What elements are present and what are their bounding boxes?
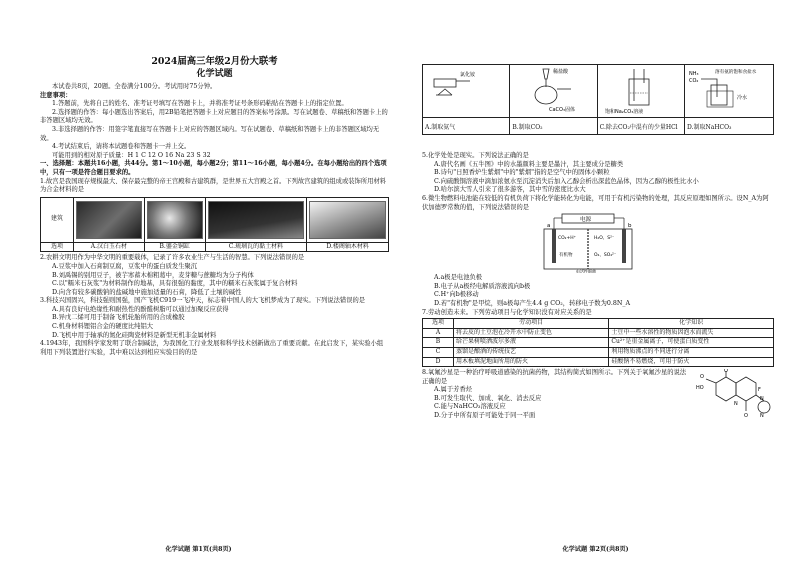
q5-option-c: C.向硫酸铜溶液中滴加浓氨水至沉淀消失后加入乙醇会析出深蓝色晶体，因为乙醇的极性比水小 <box>434 177 699 185</box>
page-1-footer: 化学试题 第1页(共8页) <box>165 546 232 553</box>
option-a: A.汉白玉石材 <box>74 242 145 252</box>
label-sat-na2co3: 饱和Na₂CO₃溶液 <box>604 109 644 115</box>
table-row <box>423 357 774 367</box>
q6-option-b: B.电子从a极经电解质溶液流向b极 <box>434 282 531 290</box>
label-o2-so4: O₂、SO₄²⁻ <box>594 253 617 259</box>
table-row <box>423 347 774 357</box>
label-electrode-a: a <box>547 223 551 230</box>
table-row <box>41 197 389 242</box>
q8-option-c: C.能与NaHCO₃溶液反应 <box>434 403 506 411</box>
struct-label-o2: O <box>700 374 704 381</box>
co2-apparatus-diagram <box>513 65 593 115</box>
table-cell: 蒸馏是酿酒的传统技艺 <box>454 347 609 357</box>
header-labor: 劳动项目 <box>454 319 609 329</box>
note-2: 2.选择题的作答：每小题选出答案后，用2B铅笔把答题卡上对应题目的答案标号涂黑。写在试题卷、草稿纸和答题卡上的非答题区域均无效。 <box>40 108 388 125</box>
q5-option-d: D.哈尔滨大雪人引来了很多游客，其中雪的密度比水大 <box>434 186 586 194</box>
q2-option-b: B.刘禹锡的别用豆子，被芋寒蓄木棉粗葛中，麦芽糖与蔗糖均为分子构体 <box>52 271 254 279</box>
q6-option-c: C.H⁺向b极移动 <box>434 291 479 299</box>
atomic-mass: 可能用到的相对原子质量：H 1 C 12 O 16 Na 23 S 32 <box>52 151 211 159</box>
nahco3-apparatus-diagram <box>687 65 771 115</box>
q3-option-d: D.飞机中用于轴承的氮化硅陶瓷材料是新型无机非金属材料 <box>52 331 217 339</box>
question-8-block <box>422 369 774 421</box>
q8-option-d: D.分子中所有原子可能处于同一平面 <box>434 412 536 420</box>
table-cell: Cu²⁺是重金属离子，可使蛋白质变性 <box>609 338 774 348</box>
page-2-footer: 化学试题 第2页(共8页) <box>562 546 629 553</box>
header-option: 选项 <box>423 319 454 329</box>
q6-option-d: D.若"有机物"是甲烷，则a极每产生4.4 g CO₂，转移电子数为0.8N_A <box>434 299 631 307</box>
note-3: 3.非选择题的作答：用签字笔直接写在答题卡上对应的答题区域内。写在试题卷、草稿纸和答题卡上的非答题区域均无效。 <box>40 125 380 142</box>
label-co2: CO₂ <box>688 78 699 84</box>
q5-option-b: B.诗句"日照香炉生紫烟"中的"紫烟"指的是空气中的固体小颗粒 <box>434 169 610 177</box>
electrode-a <box>552 229 556 263</box>
q4-option-c: C.除去CO₂中混有的少量HCl <box>597 118 684 135</box>
struct-label-o1: O <box>724 369 728 375</box>
exam-info: 本试卷共8页，20题。全卷满分100分。考试用时75分钟。 <box>52 83 217 90</box>
q2-option-a: A.豆浆中加入石膏制豆腐，豆浆中的蛋白质发生聚沉 <box>52 262 198 270</box>
q4-option-a: A.制取氨气 <box>423 118 510 135</box>
table-row <box>423 328 774 338</box>
label-electrode-b: b <box>628 223 632 230</box>
table-row <box>423 319 774 329</box>
struct-label-n3: N <box>760 413 764 420</box>
question-1-table <box>40 197 389 253</box>
table-cell: 利用物质沸点的不同进行分离 <box>609 347 774 357</box>
struct-label-f: F <box>758 387 761 394</box>
q4-option-d: D.制取NaHCO₃ <box>684 118 773 135</box>
question-4-apparatus-table <box>422 64 774 135</box>
table-cell: B <box>423 338 454 348</box>
struct-label-n2: N <box>760 396 764 403</box>
label-caco3: CaCO₃固体 <box>549 107 576 113</box>
page-2 <box>397 0 794 561</box>
label-power-source: 电源 <box>580 217 592 224</box>
fuel-cell-diagram-wrap <box>422 212 774 274</box>
gilded-copper-vat-image <box>147 201 203 239</box>
header-chem: 化学知识 <box>609 319 774 329</box>
struct-label-o3: O <box>744 413 748 420</box>
exam-subtitle: 化学试题 <box>196 69 233 79</box>
label-nh3: NH₃ <box>688 71 699 77</box>
question-6: 6.微生物燃料电池能在较低的有机负荷下将化学能转化为电能，可用于有机污染物的处理，其反应原理如图所示。设N_A为阿伏加德罗常数的值，下列说法错误的是 <box>422 194 769 211</box>
option-c: C.琉璃瓦的黏土材料 <box>205 242 307 252</box>
q3-option-b: B.异戊二烯可用于制备飞机轮胎所用的合成橡胶 <box>52 314 185 322</box>
table-cell: 土豆中一些水溶性的物质因泡水而流失 <box>609 328 774 338</box>
q2-option-c: C.以"糯米石灰浆"为材料制作的地基，具有很强的黏度，其中的糯米石灰浆属于复合材料 <box>52 280 298 288</box>
question-2: 2.农耕文明用作为中华文明的重要载体，记录了许多农业生产与生活的智慧。下列说法错误的是 <box>40 254 305 262</box>
q4-option-b: B.制取CO₂ <box>510 118 597 135</box>
label-bacteria: 电活性细菌 <box>576 269 596 274</box>
q2-option-d: D.向含有较多碳酸钠的盐碱地中施加适量的石膏，降低了土壤的碱性 <box>52 288 242 296</box>
exam-title: 2024届高三年级2月份大联考 <box>151 56 278 67</box>
q8-option-a: A.属于芳香烃 <box>434 386 473 394</box>
page-1-content <box>40 56 389 357</box>
table-cell: 给芒果树喷洒波尔多液 <box>454 338 609 348</box>
label-h2o-s: H₂O、S²⁻ <box>594 236 615 242</box>
label-dilute-hcl: 稀盐酸 <box>553 69 569 75</box>
fuel-cell-diagram <box>532 213 652 273</box>
wash-bottle-diagram <box>601 65 681 115</box>
table-row <box>423 65 774 118</box>
q5-option-a: A.唐代名画《五牛图》中的水墨颜料主要是墨汁，其主要成分是糖类 <box>434 160 624 168</box>
ammonia-apparatus-diagram <box>426 65 506 115</box>
pavilion-wood-image <box>309 201 386 239</box>
question-1: 1.故宫是我国现存规模最大、保存最完整的帝王宫殿和古建筑群，是世界五大宫殿之首。下列故宫建筑的组成或装饰所用材料为合金材料的是 <box>40 177 387 194</box>
notes-heading: 注意事项： <box>40 91 72 99</box>
electrode-b <box>622 229 626 263</box>
option-b: B.鎏金铜缸 <box>144 242 205 252</box>
table-cell: A <box>423 328 454 338</box>
question-5: 5.化学处处是现实。下列说法正确的是 <box>422 152 529 159</box>
struct-label-n1: N <box>734 401 738 408</box>
note-1: 1.答题前，先将自己的姓名、准考证号填写在答题卡上，并将准考证号条形码粘贴在答题卡上的指定位置。 <box>52 100 348 108</box>
label-organics: 有机物 <box>559 253 573 259</box>
table-cell: 用木板填泥地面所用的防火 <box>454 357 609 367</box>
question-7-table <box>422 318 774 367</box>
label-co2-h: CO₂+H⁺ <box>558 236 577 242</box>
section-1-heading: 一、选择题：本题共16小题，共44分。第1～10小题，每小题2分；第11～16小题，每小题4分。在每小题给出的四个选项中，只有一项是符合题目要求的。 <box>40 160 387 176</box>
q3-option-c: C.机身材料锂铝合金的硬度比纯铝大 <box>52 323 154 331</box>
ofloxacin-structure <box>694 369 774 427</box>
page-2-content <box>422 152 774 421</box>
question-3: 3.科技兴国固兴，科技强则国强，国产飞机C919一飞冲天，标志着中国人的大飞机梦成为了现实。下列说法错误的是 <box>40 297 366 305</box>
struct-label-ho: HO <box>696 385 704 392</box>
table-cell: C <box>423 347 454 357</box>
table-row <box>423 338 774 348</box>
label-ammonium-chloride: 氯化铵 <box>460 72 476 78</box>
q6-option-a: A.a极是电池负极 <box>434 274 483 282</box>
q8-option-b: B.可发生取代、加成、氧化、消去反应 <box>434 394 542 402</box>
table-row <box>41 242 389 252</box>
label-ammoniated-brine: 溶有氨的饱和食盐水 <box>714 70 757 75</box>
row-header-building: 建筑 <box>41 197 74 242</box>
question-8: 8.氧氟沙星是一种治疗呼吸道感染的抗菌药物，其结构简式如图所示。下列关于氧氟沙星的说法正确的是 <box>422 369 687 385</box>
table-row <box>423 118 774 135</box>
question-4: 4.1943年，我国科学家发明了联合制碱法，为我国化工行业发展和科学技术创新做出了重要贡献。在此启发下，某实验小组利用下列装置进行实验，其中难以达到相应实验目的的是 <box>40 340 384 356</box>
glazed-tile-image <box>208 201 305 239</box>
jade-stone-image <box>76 201 142 239</box>
table-cell: D <box>423 357 454 367</box>
option-d: D.楼阁轴木材料 <box>307 242 389 252</box>
q3-option-a: A.具有良好电绝缘性和耐热性的酚醛树脂可以通过加聚反应获得 <box>52 305 229 313</box>
note-4: 4.考试结束后，请将本试题卷和答题卡一并上交。 <box>52 143 191 151</box>
row-header-option: 选项 <box>41 242 74 252</box>
label-cold-water: 冷水 <box>736 95 747 101</box>
table-cell: 硅酸钠不易燃烧，可用于防火 <box>609 357 774 367</box>
table-cell: 将去皮的土豆泡在冷开水中防止变色 <box>454 328 609 338</box>
question-7: 7.劳动创造未来。下列劳动项目与化学知识没有对应关系的是 <box>422 308 592 316</box>
